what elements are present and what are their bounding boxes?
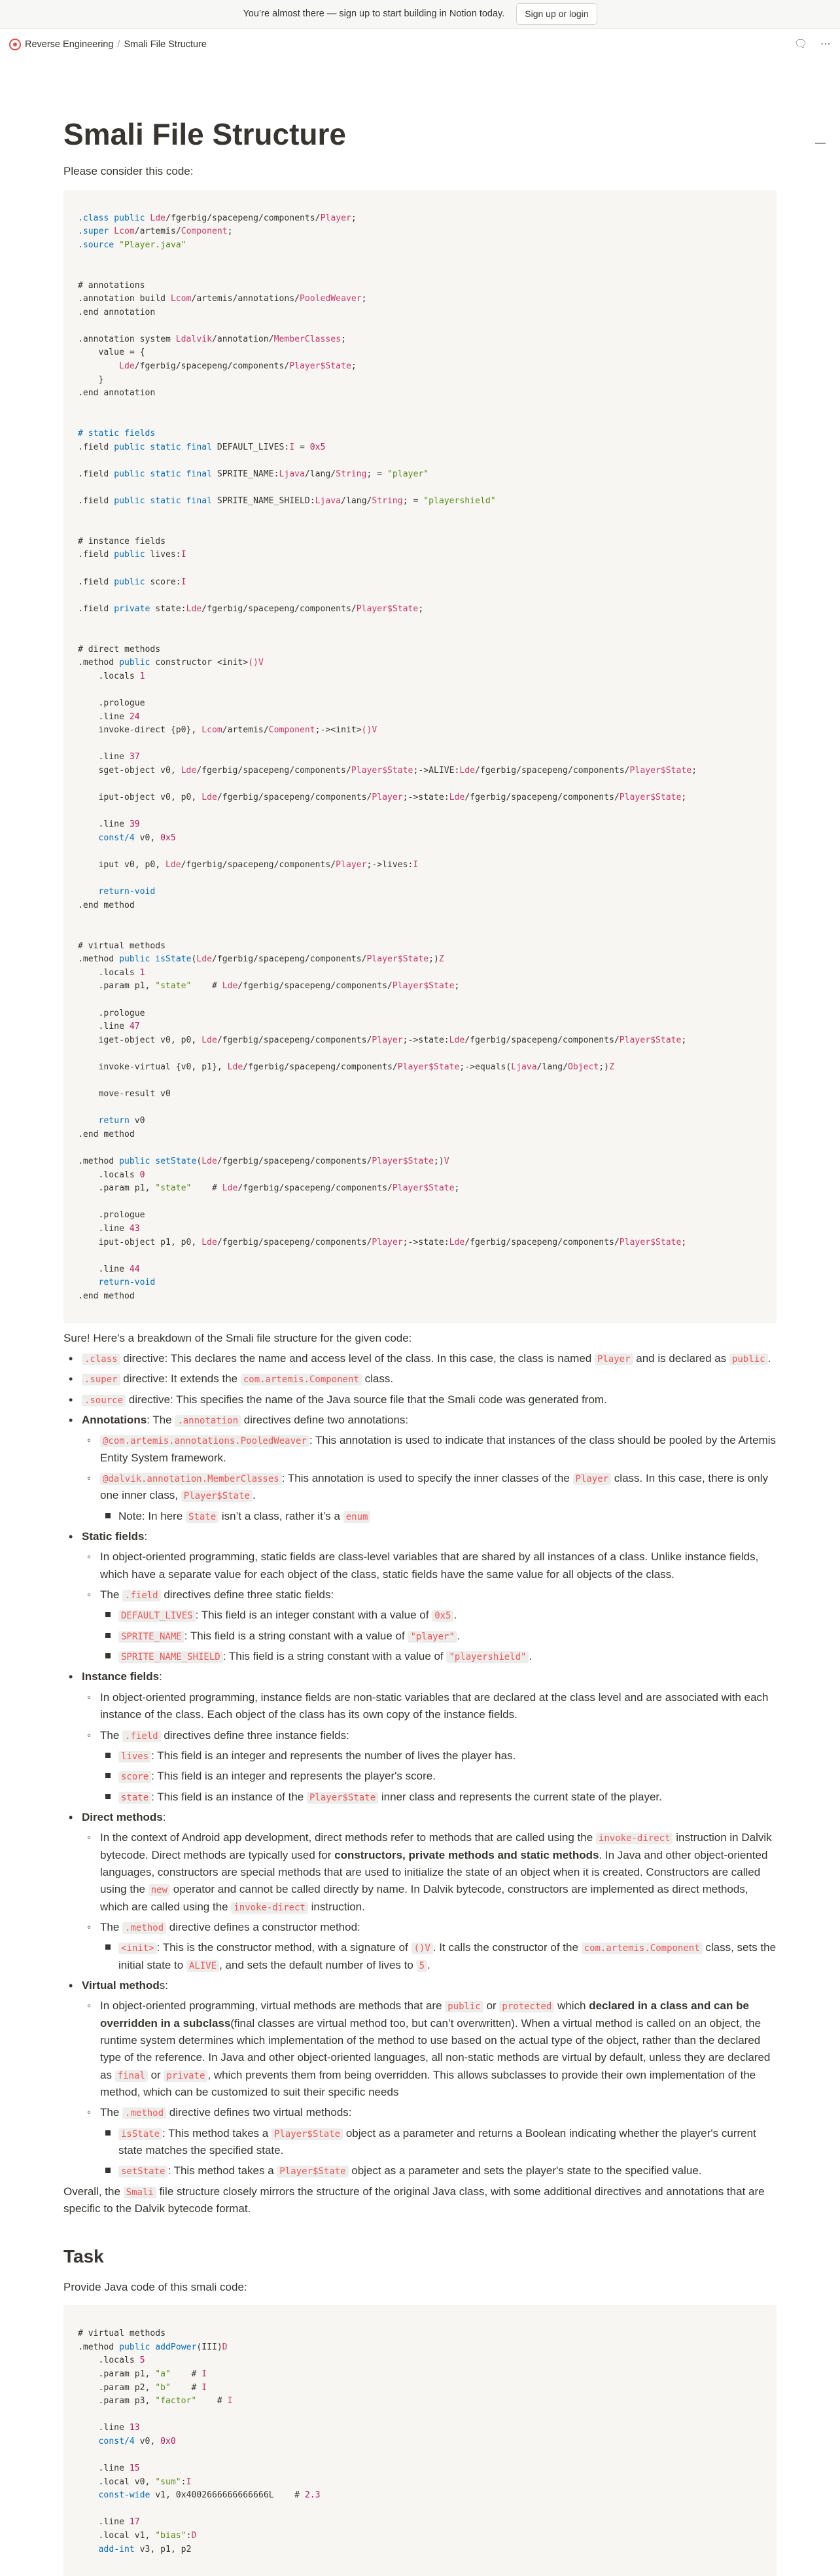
signup-login-button[interactable]: Sign up or login	[516, 3, 597, 26]
breadcrumb-separator: /	[117, 39, 120, 50]
list-item: ◦ In object-oriented programming, virtual methods are methods that are public or protected which declared in a class and can be overridden in a subclass(final classes are virtual method too, but can’t overwritten). When a virtual method is called on an object, the runtime system determines which implementation of the method to use based on the actual type of the object, rather than the declared type of the reference. In Java and other object-oriented languages, all non-static methods are virtual by default, unless they are declared as final or private , which prevents them from being overridden. This allows subclasses to provide their own implementation of the method, which can be customized to suit their specific needs	[82, 1997, 777, 2101]
task-code-block[interactable]: # virtual methods .method public addPower(III)D .locals 5 .param p1, "a" # I .param p2, "b" # I .param p3, "factor" # I .line 13 const/4 v0, 0x0 .line 15 .local v0, "sum":I const-wide v1, 0x4002666666666666L # 2.3 .line 17 .local v1, "bias":D add-int v3, p1, p2	[63, 2305, 777, 2576]
breadcrumb-current[interactable]: Smali File Structure	[124, 39, 207, 50]
list-item: ◦ The .method directive defines a constructor method: <init> : This is the constructor method, with a signature of ()V . It calls the constructor of the com.artemis.Component class, sets the initial state to ALIVE , and sets the default number of lives to 5 .	[82, 1919, 777, 1974]
list-item: setState : This method takes a Player$State object as a parameter and sets the player's state to the specified value.	[100, 2162, 777, 2179]
list-item: ◦ The .field directives define three static fields: DEFAULT_LIVES : This field is an integer constant with a value of 0x5 . SPRITE_NAME : This field is a string constant with a value of "player" . SPRITE_NAME_SHIELD : This field is a string constant with a value of "playershield" .	[82, 1586, 777, 1665]
page-content	[63, 60, 777, 2576]
list-item: ◦ The .method directive defines two virtual methods: isState : This method takes a Player$State object as a parameter and returns a Boolean indicating whether the player's current state matches the specified state. setState : This method takes a Player$State object as a parameter and sets the player's state to the specified value.	[82, 2104, 777, 2179]
list-item: ◦ @com.artemis.annotations.PooledWeaver : This annotation is used to indicate that instances of the class should be pooled by the Artemis Entity System framework.	[82, 1432, 777, 1467]
top-actions	[794, 37, 831, 53]
list-item: SPRITE_NAME : This field is a string constant with a value of "player" .	[100, 1628, 777, 1645]
list-item: ◦ In the context of Android app development, direct methods refer to methods that are called using the invoke-direct instruction in Dalvik bytecode. Direct methods are typically used for constructors, private methods and static methods. In Java and other object-oriented languages, constructors are special methods that are used to initialize the state of an object when it is created. Constructors are called using the new operator and cannot be called directly by name. In Dalvik bytecode, constructors are implemented as direct methods, which are called using the invoke-direct instruction.	[82, 1829, 777, 1916]
smali-code-block[interactable]: .class public Lde/fgerbig/spacepeng/components/Player; .super Lcom/artemis/Component; .source "Player.java" # annotations .annotation build Lcom/artemis/annotations/PooledWeaver; .end annotation .annotation system Ldalvik/annotation/MemberClasses; value = { Lde/fgerbig/spacepeng/components/Player$State; } .end annotation # static fields .field public static final DEFAULT_LIVES:I = 0x5 .field public static final SPRITE_NAME:Ljava/lang/String; = "player" .field public static final SPRITE_NAME_SHIELD:Ljava/lang/String; = "playershield" # instance fields .field public lives:I .field public score:I .field private state:Lde/fgerbig/spacepeng/components/Player$State; # direct methods .method public constructor <init>()V .locals 1 .prologue .line 24 invoke-direct {p0}, Lcom/artemis/Component;-><init>()V .line 37 sget-object v0, Lde/fgerbig/spacepeng/components/Player$State;->ALIVE:Lde/fgerbig/spacepeng/components/Player$State; iput-object v0, p0, Lde/fgerbig/spacepeng/components/Player;->state:Lde/fgerbig/spacepeng/components/Player$State; .line 39 const/4 v0, 0x5 iput v0, p0, Lde/fgerbig/spacepeng/components/Player;->lives:I return-void .end method # virtual methods .method public isState(Lde/fgerbig/spacepeng/components/Player$State;)Z .locals 1 .param p1, "state" # Lde/fgerbig/spacepeng/components/Player$State; .prologue .line 47 iget-object v0, p0, Lde/fgerbig/spacepeng/components/Player;->state:Lde/fgerbig/spacepeng/components/Player$State; invoke-virtual {v0, p1}, Lde/fgerbig/spacepeng/components/Player$State;->equals(Ljava/lang/Object;)Z move-result v0 return v0 .end method .method public setState(Lde/fgerbig/spacepeng/components/Player$State;)V .locals 0 .param p1, "state" # Lde/fgerbig/spacepeng/components/Player$State; .prologue .line 43 iput-object p1, p0, Lde/fgerbig/spacepeng/components/Player;->state:Lde/fgerbig/spacepeng/components/Player$State; .line 44 return-void .end method	[63, 190, 777, 1323]
breakdown-intro: Sure! Here's a breakdown of the Smali file structure for the given code:	[63, 1331, 412, 1344]
list-item: <init> : This is the constructor method, with a signature of ()V . It calls the constructor of the com.artemis.Component class, sets the initial state to ALIVE , and sets the default number of lives to 5 .	[100, 1939, 777, 1974]
breadcrumb-parent[interactable]: Reverse Engineering	[25, 39, 114, 50]
list-item: isState : This method takes a Player$State object as a parameter and returns a Boolean indicating whether the player's current state matches the specified state.	[100, 2125, 777, 2160]
comment-icon[interactable]: 🗨	[794, 38, 807, 50]
list-item: ◦ @dalvik.annotation.MemberClasses : This annotation is used to specify the inner classes of the Player class. In this case, there is only one inner class, Player$State . Note: In here State isn’t a class, rather it’s a enum	[82, 1470, 777, 1525]
list-item: • .super directive: It extends the com.artemis.Component class.	[63, 1370, 777, 1387]
signup-banner	[0, 0, 840, 29]
list-item: ◦ In object-oriented programming, static fields are class-level variables that are shared by all instances of a class. Unlike instance fields, which have a separate value for each object of the class, static fields have the same value for all objects of the class.	[82, 1548, 777, 1583]
list-item: • Instance fields: ◦ In object-oriented programming, instance fields are non-static variables that are declared at the class level and are associated with each instance of the class. Each object of the class has its own copy of the instance fields. ◦ The .field directives define three instance fields: lives : This field is an integer and represents the number of lives the player has. score : This field is an integer and represents the player's score. state : This field is an instance of the Player$State inner class and represents the current state of the player.	[63, 1668, 777, 1805]
task-heading: Task	[63, 2246, 104, 2267]
list-item: • .source directive: This specifies the name of the Java source file that the Smali code was generated from.	[63, 1391, 777, 1408]
list-item: score : This field is an integer and represents the player's score.	[100, 1768, 777, 1785]
list-item: • Direct methods: ◦ In the context of Android app development, direct methods refer to methods that are called using the invoke-direct instruction in Dalvik bytecode. Direct methods are typically used for constructors, private methods and static methods. In Java and other object-oriented languages, constructors are special methods that are used to initialize the state of an object when it is created. Constructors are called using the new operator and cannot be called directly by name. In Dalvik bytecode, constructors are implemented as direct methods, which are called using the invoke-direct instruction. ◦ The .method directive defines a constructor method: <init> : This is the constructor method, with a signature of ()V . It calls the constructor of the com.artemis.Component class, sets the initial state to ALIVE , and sets the default number of lives to 5 .	[63, 1809, 777, 1974]
list-item: ◦ The .field directives define three instance fields: lives : This field is an integer and represents the number of lives the player has. score : This field is an integer and represents the player's score. state : This field is an instance of the Player$State inner class and represents the current state of the player.	[82, 1727, 777, 1806]
list-item: Note: In here State isn’t a class, rather it’s a enum	[100, 1508, 777, 1525]
breakdown-list	[63, 1350, 777, 2180]
page-title: Smali File Structure	[63, 117, 347, 151]
list-item: SPRITE_NAME_SHIELD : This field is a string constant with a value of "playershield" .	[100, 1648, 777, 1665]
list-item: • Annotations: The .annotation directives define two annotations: ◦ @com.artemis.annotations.PooledWeaver : This annotation is used to indicate that instances of the class should be pooled by the Artemis Entity System framework. ◦ @dalvik.annotation.MemberClasses : This annotation is used to specify the inner classes of the Player class. In this case, there is only one inner class, Player$State . Note: In here State isn’t a class, rather it’s a enum	[63, 1412, 777, 1525]
list-item: ◦ In object-oriented programming, instance fields are non-static variables that are declared at the class level and are associated with each instance of the class. Each object of the class has its own copy of the instance fields.	[82, 1689, 777, 1724]
list-item: • Static fields: ◦ In object-oriented programming, static fields are class-level variables that are shared by all instances of a class. Unlike instance fields, which have a separate value for each object of the class, static fields have the same value for all objects of the class. ◦ The .field directives define three static fields: DEFAULT_LIVES : This field is an integer constant with a value of 0x5 . SPRITE_NAME : This field is a string constant with a value of "player" . SPRITE_NAME_SHIELD : This field is a string constant with a value of "playershield" .	[63, 1528, 777, 1665]
list-item: • .class directive: This declares the name and access level of the class. In this case, the class is named Player and is declared as public .	[63, 1350, 777, 1367]
more-options-icon[interactable]: ⋯	[820, 38, 831, 50]
task-text: Provide Java code of this smali code:	[63, 2280, 247, 2293]
top-bar	[0, 29, 840, 60]
list-item: • Virtual methods: ◦ In object-oriented programming, virtual methods are methods that are public or protected which declared in a class and can be overridden in a subclass(final classes are virtual method too, but can’t overwritten). When a virtual method is called on an object, the runtime system determines which implementation of the method to use based on the actual type of the object, rather than the declared type of the reference. In Java and other object-oriented languages, all non-static methods are virtual by default, unless they are declared as final or private , which prevents them from being overridden. This allows subclasses to provide their own implementation of the method, which can be customized to suit their specific needs ◦ The .method directive defines two virtual methods: isState : This method takes a Player$State object as a parameter and returns a Boolean indicating whether the player's current state matches the specified state. setState : This method takes a Player$State object as a parameter and sets the player's state to the specified value.	[63, 1977, 777, 2180]
intro-text: Please consider this code:	[63, 165, 194, 178]
list-item: state : This field is an instance of the Player$State inner class and represents the current state of the player.	[100, 1789, 777, 1806]
breadcrumb	[9, 37, 207, 52]
list-item: lives : This field is an integer and represents the number of lives the player has.	[100, 1747, 777, 1764]
page-icon	[9, 39, 21, 50]
list-item: DEFAULT_LIVES : This field is an integer constant with a value of 0x5 .	[100, 1607, 777, 1624]
banner-text: You’re almost there — sign up to start building in Notion today.	[243, 9, 505, 20]
overall-summary: Overall, the Smali file structure closely mirrors the structure of the original Java class, with some additional directives and annotations that are specific to the Dalvik bytecode format.	[63, 2185, 765, 2215]
outline-indicator[interactable]	[815, 143, 826, 144]
